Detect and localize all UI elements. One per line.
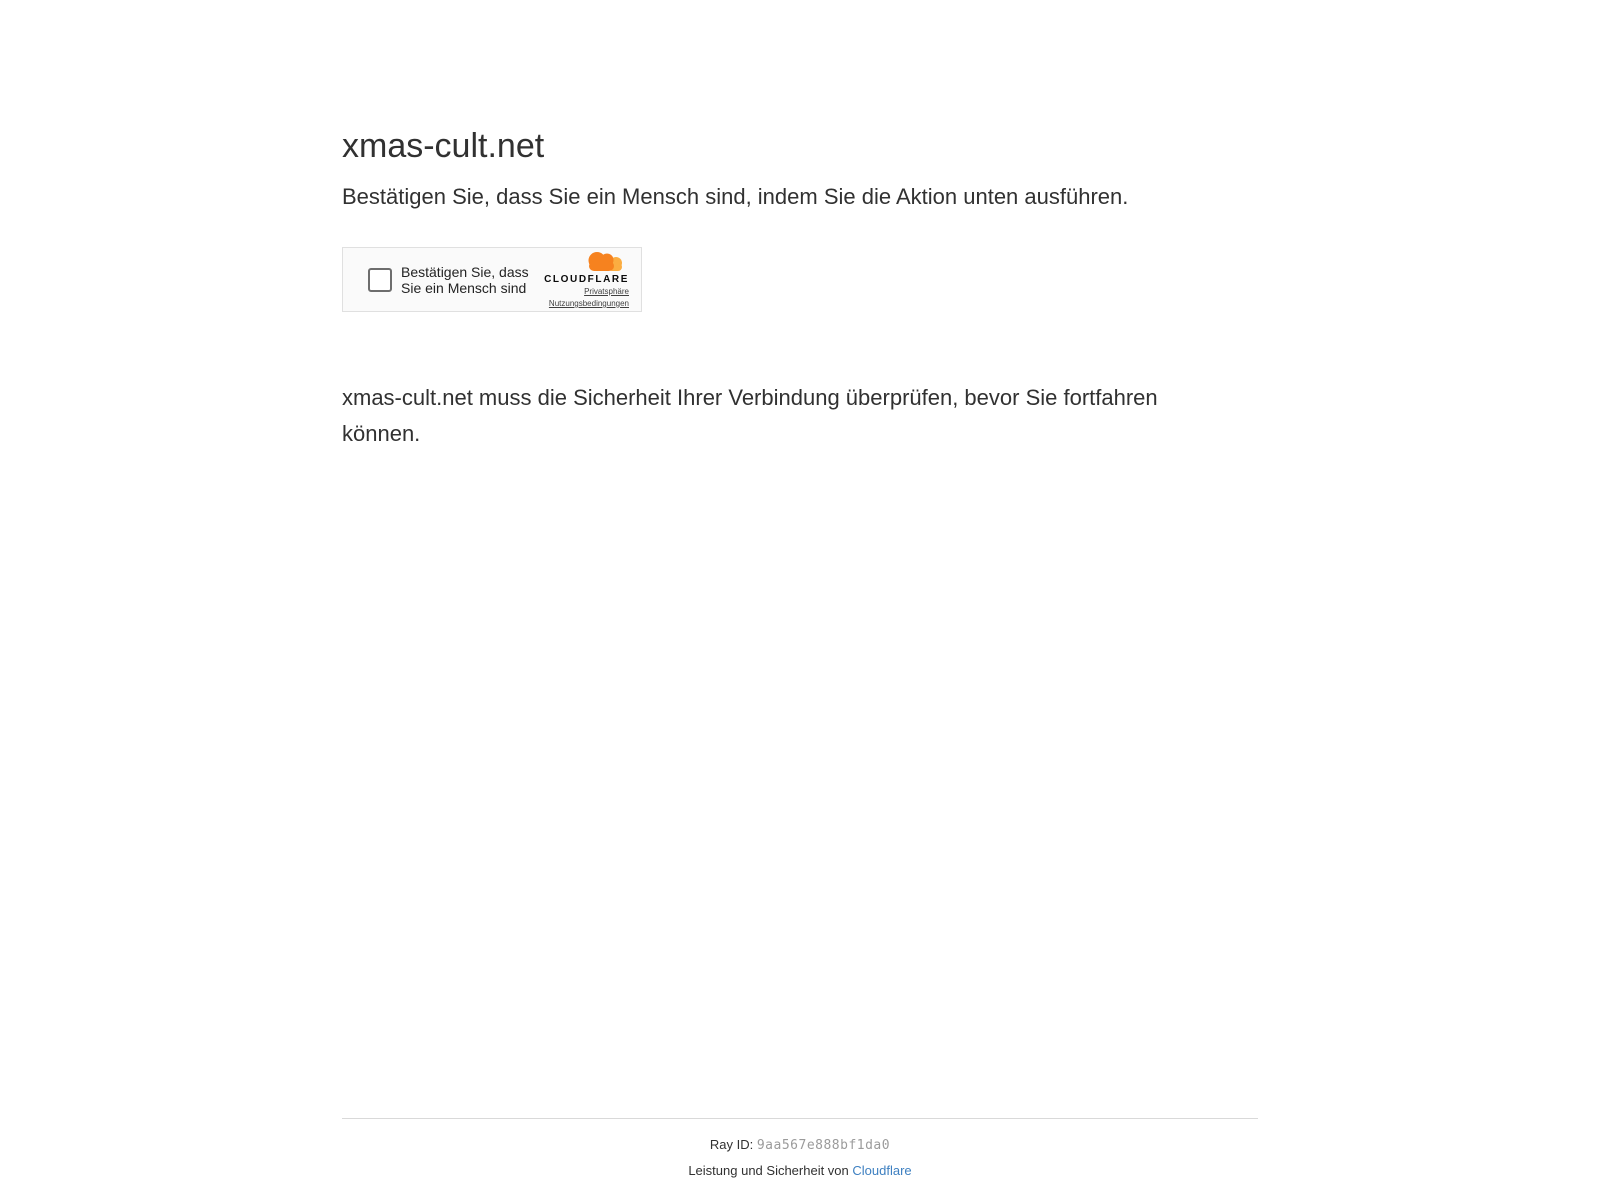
human-verification-checkbox[interactable] <box>368 268 392 292</box>
security-attribution-text: Leistung und Sicherheit von <box>688 1163 849 1178</box>
page-title: xmas-cult.net <box>342 127 545 165</box>
cloudflare-wordmark: CLOUDFLARE <box>544 273 629 285</box>
challenge-subtitle: Bestätigen Sie, dass Sie ein Mensch sind, indem Sie die Aktion unten ausführen. <box>342 183 1129 209</box>
ray-id-line <box>342 1137 1258 1153</box>
turnstile-widget <box>342 247 642 312</box>
ray-id-value: 9aa567e888bf1da0 <box>756 1138 891 1153</box>
cloudflare-footer-link[interactable]: Cloudflare <box>852 1163 912 1178</box>
challenge-page <box>342 0 1258 1200</box>
security-attribution-line <box>342 1163 1258 1178</box>
page-footer <box>342 1118 1258 1200</box>
security-check-message: xmas-cult.net muss die Sicherheit Ihrer Verbindung überprüfen, bevor Sie fortfahren können. <box>342 385 1158 446</box>
main-content <box>342 0 1258 1118</box>
checkbox-label: Bestätigen Sie, dass Sie ein Mensch sind <box>401 263 529 296</box>
ray-id-label: Ray ID: <box>709 1137 754 1152</box>
cloudflare-branding <box>544 250 629 310</box>
privacy-link[interactable]: Privatsphäre <box>584 286 629 296</box>
terms-link[interactable]: Nutzungsbedingungen <box>548 298 629 308</box>
